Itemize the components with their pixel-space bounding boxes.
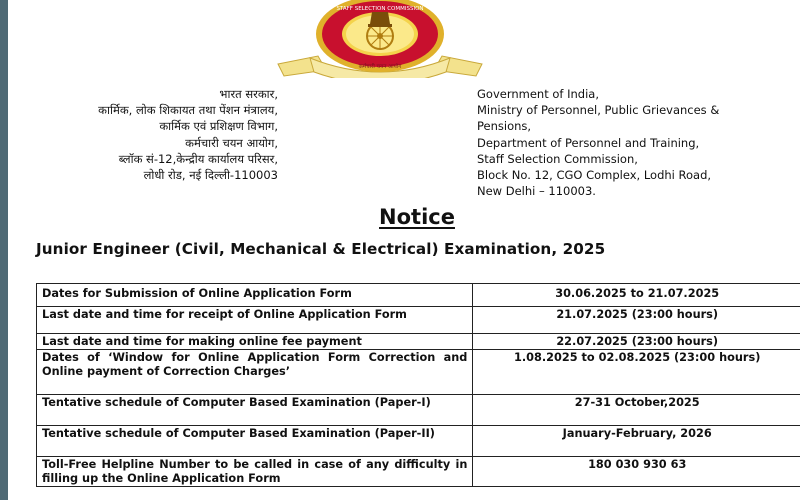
table-row <box>37 334 800 350</box>
schedule-value: 30.06.2025 to 21.07.2025 <box>473 284 800 307</box>
hindi-address-line: कार्मिक एवं प्रशिक्षण विभाग, <box>159 119 278 134</box>
schedule-value: 21.07.2025 (23:00 hours) <box>473 307 800 334</box>
hindi-address-line: लोधी रोड, नई दिल्ली-110003 <box>143 168 278 183</box>
english-address-line: Pensions, <box>477 119 532 134</box>
schedule-table <box>36 283 800 487</box>
table-row <box>37 395 800 426</box>
exam-title: Junior Engineer (Civil, Mechanical & Electrical) Examination, 2025 <box>36 240 606 258</box>
notice-title: Notice <box>379 205 455 229</box>
english-address-line: Staff Selection Commission, <box>477 151 638 166</box>
svg-text:STAFF SELECTION COMMISSION: STAFF SELECTION COMMISSION <box>336 6 424 12</box>
ssc-emblem-logo <box>270 0 490 78</box>
english-address-line: Government of India, <box>477 87 599 101</box>
schedule-label: Last date and time for making online fee payment <box>37 334 473 350</box>
schedule-label: Dates of ‘Window for Online Application Form Correction and Online payment of Correction Charges’ <box>37 350 473 395</box>
hindi-address-line: कार्मिक, लोक शिकायत तथा पेंशन मंत्रालय, <box>98 103 278 118</box>
table-row <box>37 307 800 334</box>
hindi-address-line: कर्मचारी चयन आयोग, <box>185 135 278 150</box>
schedule-value: 27-31 October,2025 <box>473 395 800 426</box>
table-row <box>37 426 800 457</box>
hindi-address-line: भारत सरकार, <box>219 87 278 101</box>
table-row <box>37 284 800 307</box>
hindi-address-block <box>30 86 278 183</box>
table-row <box>37 350 800 395</box>
schedule-label: Tentative schedule of Computer Based Examination (Paper-II) <box>37 426 473 457</box>
schedule-label: Toll-Free Helpline Number to be called in case of any difficulty in filling up the Online Application Form <box>37 457 473 487</box>
page-edge-strip <box>0 0 8 500</box>
hindi-address-line: ब्लॉक सं-12,केन्द्रीय कार्यालय परिसर, <box>118 151 278 166</box>
schedule-value: 180 030 930 63 <box>473 457 800 487</box>
english-address-line: New Delhi – 110003. <box>477 184 596 199</box>
schedule-value: January-February, 2026 <box>473 426 800 457</box>
schedule-label: Last date and time for receipt of Online Application Form <box>37 307 473 334</box>
schedule-value: 1.08.2025 to 02.08.2025 (23:00 hours) <box>473 350 800 395</box>
schedule-label: Dates for Submission of Online Application Form <box>37 284 473 307</box>
svg-text:कर्मचारी चयन आयोग: कर्मचारी चयन आयोग <box>358 64 402 70</box>
schedule-label: Tentative schedule of Computer Based Examination (Paper-I) <box>37 395 473 426</box>
english-address-line: Block No. 12, CGO Complex, Lodhi Road, <box>477 168 712 183</box>
english-address-line: Department of Personnel and Training, <box>477 135 700 150</box>
schedule-value: 22.07.2025 (23:00 hours) <box>473 334 800 350</box>
english-address-block <box>477 86 777 199</box>
table-row <box>37 457 800 487</box>
english-address-line: Ministry of Personnel, Public Grievances & <box>477 103 720 118</box>
